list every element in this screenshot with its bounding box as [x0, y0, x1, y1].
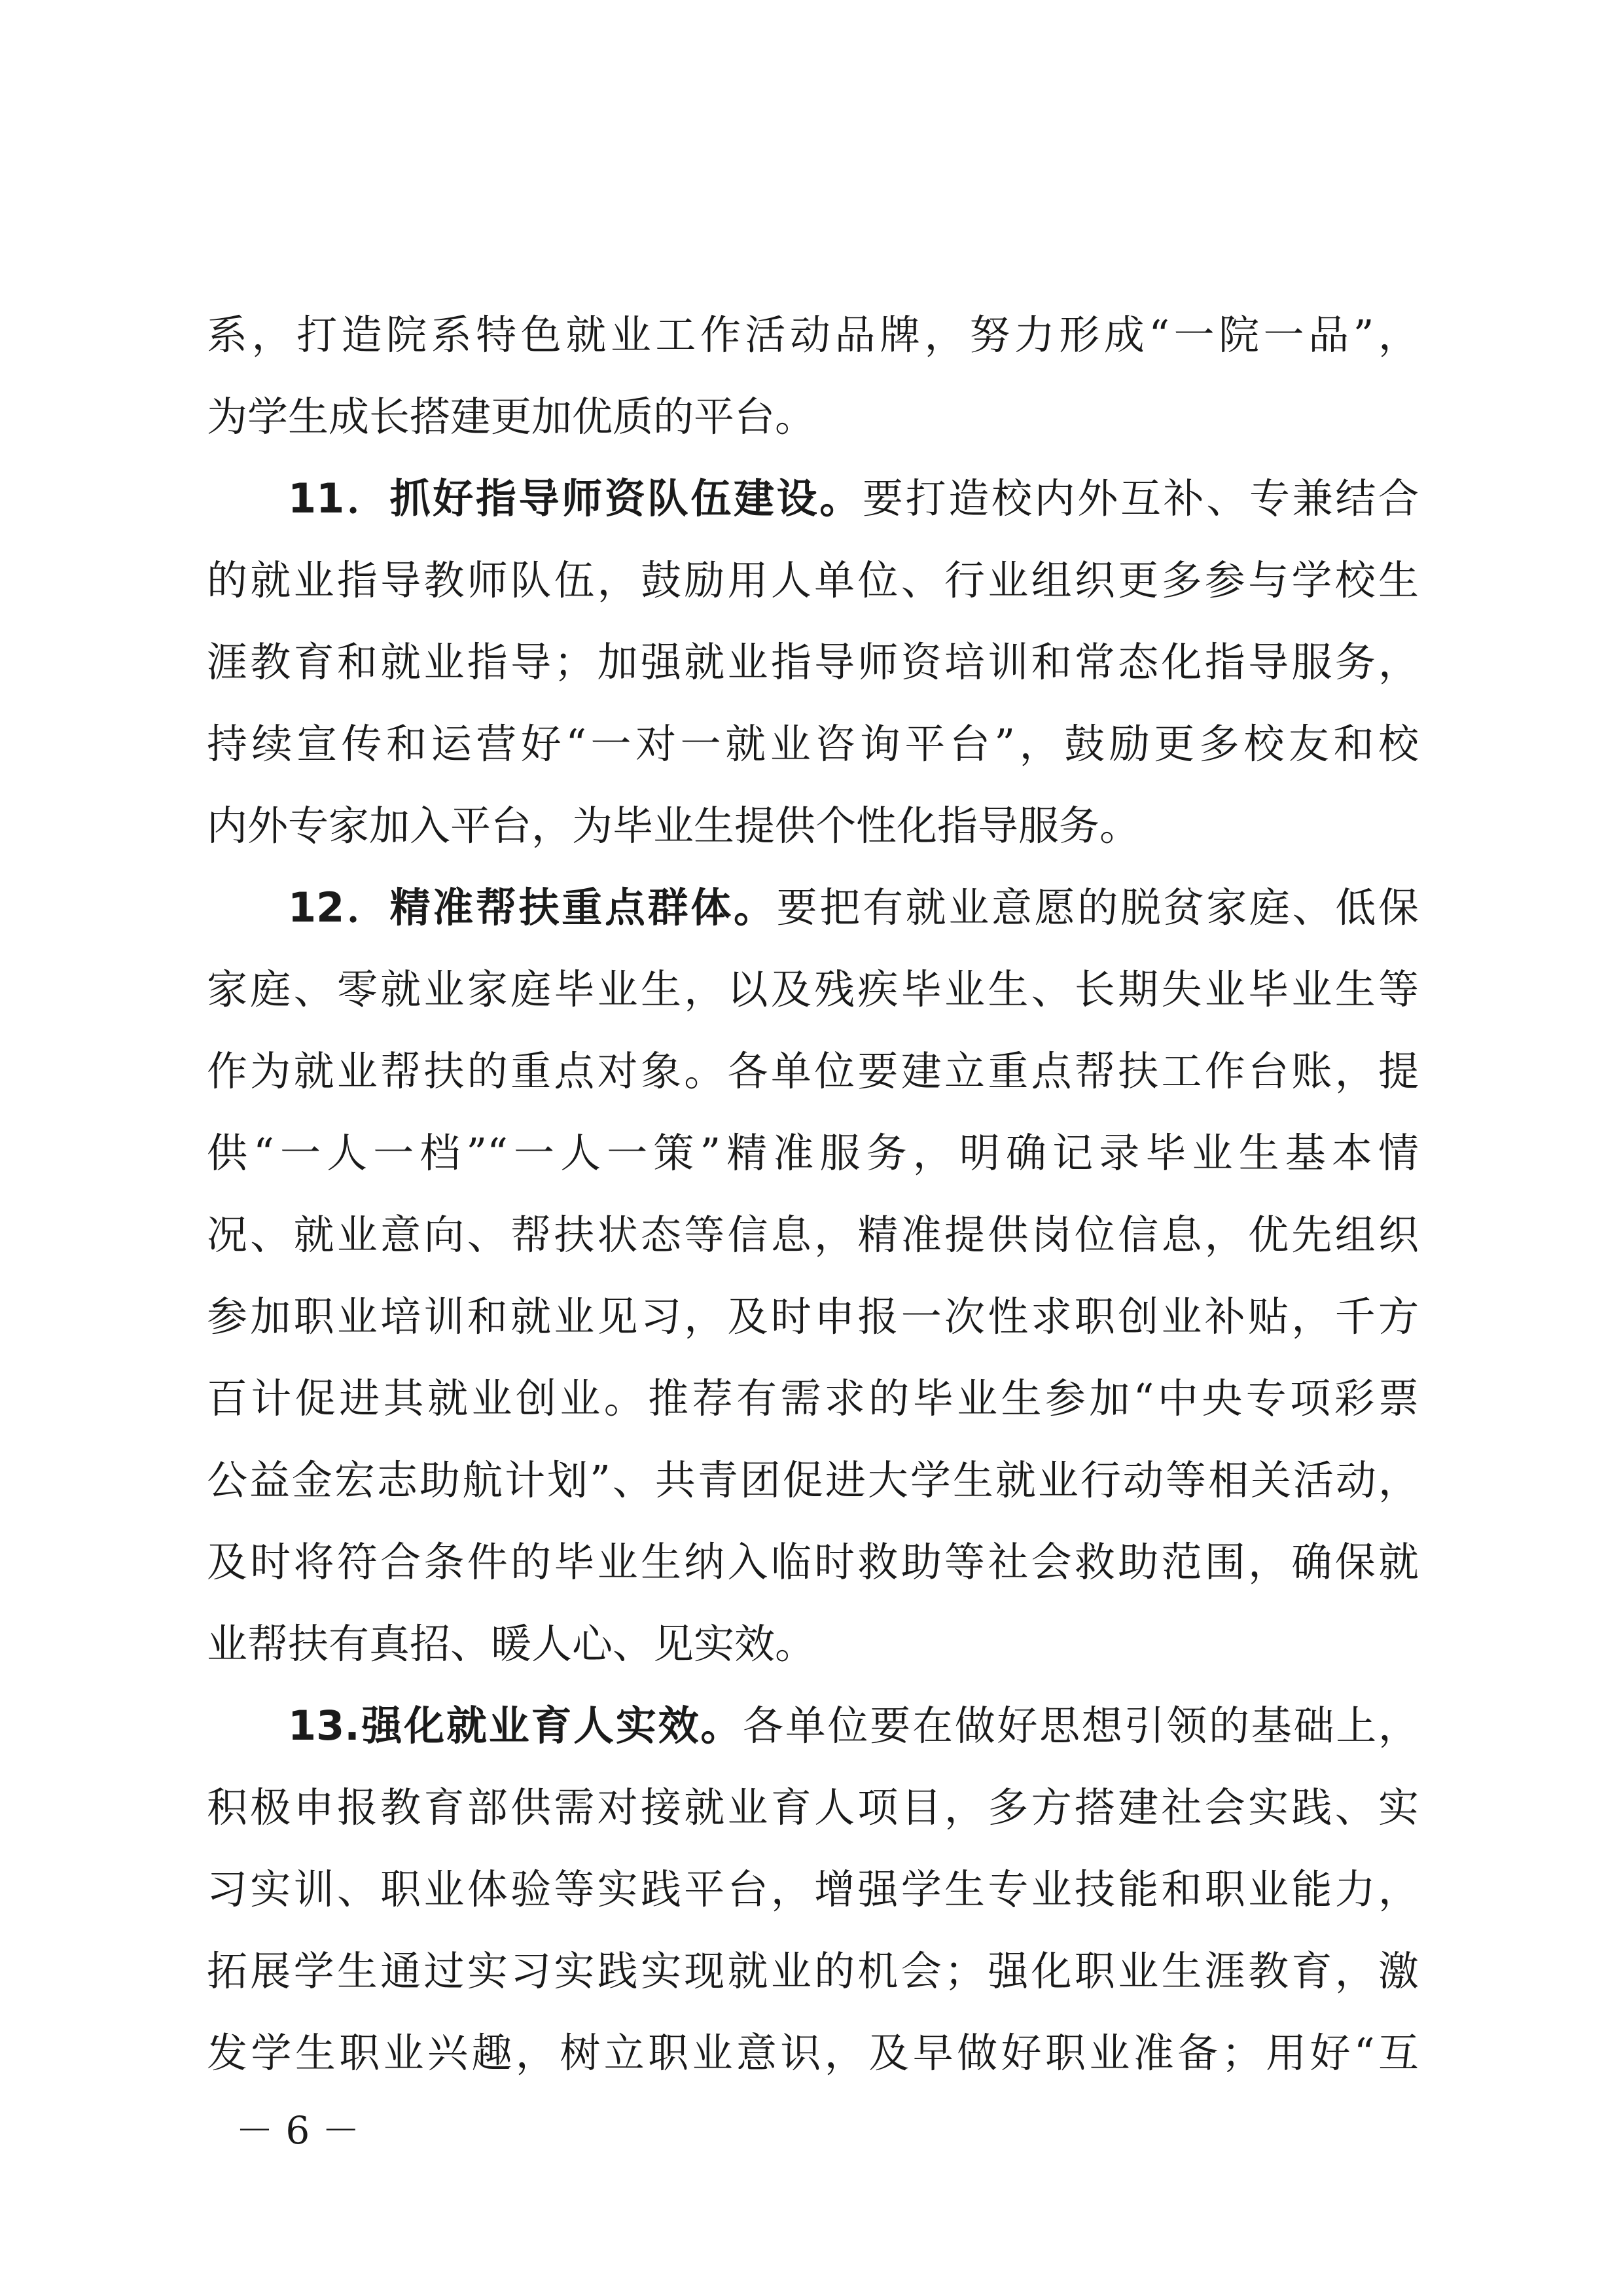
section-12-text: 要把有就业意愿的脱贫家庭、低保	[776, 884, 1419, 931]
body-line-5: 持续宣传和运营好“一对一就业咨询平台”，鼓励更多校友和校	[207, 720, 1419, 768]
page-number: － 6 －	[236, 2108, 360, 2153]
section-13-text: 各单位要在做好思想引领的基础上，	[743, 1702, 1419, 1749]
body-line-15: 业帮扶有真招、暖人心、见实效。	[207, 1620, 816, 1668]
section-13-heading: 13.强化就业育人实效。	[288, 1702, 743, 1749]
body-line-18: 拓展学生通过实习实践实现就业的机会；强化职业生涯教育，激	[207, 1947, 1419, 1995]
body-line-4: 涯教育和就业指导；加强就业指导师资培训和常态化指导服务，	[207, 638, 1419, 686]
body-line-19: 发学生职业兴趣，树立职业意识，及早做好职业准备；用好“互	[207, 2029, 1419, 2077]
body-line-8: 作为就业帮扶的重点对象。各单位要建立重点帮扶工作台账，提	[207, 1047, 1419, 1095]
body-line-3: 的就业指导教师队伍，鼓励用人单位、行业组织更多参与学校生	[207, 556, 1419, 604]
section-11-text: 要打造校内外互补、专兼结合	[862, 475, 1419, 522]
body-line-17: 习实训、职业体验等实践平台，增强学生专业技能和职业能力，	[207, 1865, 1419, 1913]
body-line-9: 供“一人一档”“一人一策”精准服务，明确记录毕业生基本情	[207, 1129, 1419, 1177]
body-line-14: 及时将符合条件的毕业生纳入临时救助等社会救助范围，确保就	[207, 1538, 1419, 1586]
section-13-first-line	[288, 1693, 1419, 1759]
section-11-heading: 11．抓好指导师资队伍建设。	[288, 475, 863, 522]
section-12-heading: 12．精准帮扶重点群体。	[288, 884, 777, 931]
body-line-12: 百计促进其就业创业。推荐有需求的毕业生参加“中央专项彩票	[207, 1374, 1419, 1422]
body-line-16: 积极申报教育部供需对接就业育人项目，多方搭建社会实践、实	[207, 1784, 1419, 1831]
body-line-10: 况、就业意向、帮扶状态等信息，精准提供岗位信息，优先组织	[207, 1211, 1419, 1259]
body-line-6: 内外专家加入平台，为毕业生提供个性化指导服务。	[207, 802, 1141, 850]
section-11-first-line	[288, 466, 1419, 531]
body-line-11: 参加职业培训和就业见习，及时申报一次性求职创业补贴，千方	[207, 1293, 1419, 1340]
body-line-13: 公益金宏志助航计划”、共青团促进大学生就业行动等相关活动，	[207, 1456, 1419, 1504]
body-line-1: 系，打造院系特色就业工作活动品牌，努力形成“一院一品”，	[207, 311, 1419, 359]
section-12-first-line	[288, 875, 1419, 941]
body-line-2: 为学生成长搭建更加优质的平台。	[207, 393, 816, 440]
body-line-7: 家庭、零就业家庭毕业生，以及残疾毕业生、长期失业毕业生等	[207, 965, 1419, 1013]
